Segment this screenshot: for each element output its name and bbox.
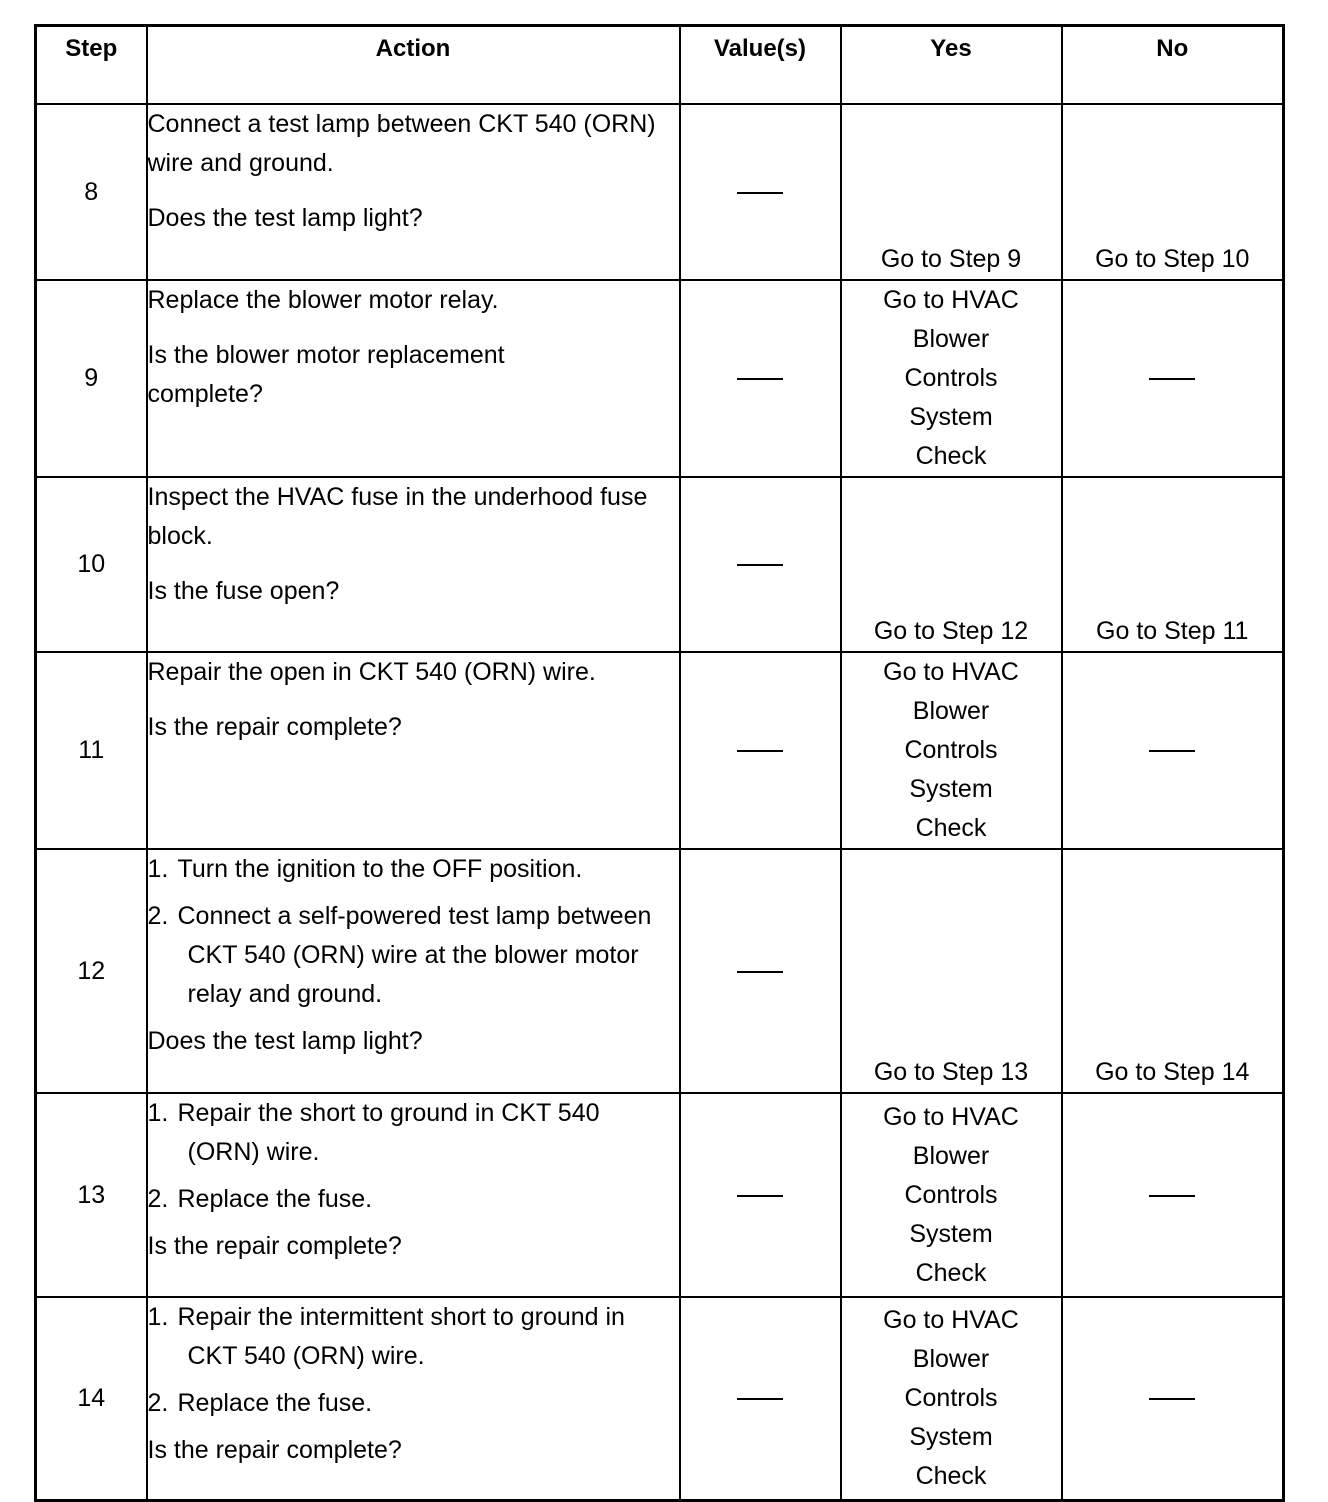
no-cell: Go to Step 11 <box>1062 477 1284 652</box>
header-step: Step <box>36 26 147 105</box>
action-cell <box>147 1297 680 1500</box>
action-cell <box>147 1093 680 1297</box>
empty-value-dash <box>737 192 783 194</box>
action-item: 1. Turn the ignition to the OFF position. <box>147 855 583 883</box>
step-number: 9 <box>36 280 147 477</box>
table-row-step-14 <box>36 1297 1284 1500</box>
yes-cell: Go to HVAC Blower Controls System Check <box>841 652 1062 849</box>
diagnostic-table <box>34 24 1285 1502</box>
action-item: 2. Connect a self-powered test lamp between CKT 540 (ORN) wire at the blower motor relay and ground. <box>147 902 652 1008</box>
action-text: Connect a test lamp between CKT 540 (ORN) wire and ground. <box>147 110 656 177</box>
step-number: 10 <box>36 477 147 652</box>
yes-cell: Go to Step 13 <box>841 849 1062 1093</box>
action-question: Does the test lamp light? <box>147 204 423 232</box>
empty-value-dash <box>737 564 783 566</box>
action-cell <box>147 477 680 652</box>
header-action: Action <box>147 26 680 105</box>
empty-value-dash <box>1149 1195 1195 1197</box>
table-row-step-8 <box>36 104 1284 280</box>
yes-cell: Go to Step 9 <box>841 104 1062 280</box>
no-cell <box>1062 652 1284 849</box>
no-cell <box>1062 1093 1284 1297</box>
no-cell <box>1062 280 1284 477</box>
action-cell <box>147 280 680 477</box>
action-item: 2. Replace the fuse. <box>147 1389 373 1417</box>
action-cell <box>147 104 680 280</box>
action-item: 2. Replace the fuse. <box>147 1185 373 1213</box>
value-cell <box>680 280 841 477</box>
action-item: 1. Repair the short to ground in CKT 540 (ORN) wire. <box>147 1099 600 1166</box>
empty-value-dash <box>1149 1398 1195 1400</box>
table-row-step-12 <box>36 849 1284 1093</box>
empty-value-dash <box>737 1398 783 1400</box>
action-question: Is the fuse open? <box>147 577 340 605</box>
value-cell <box>680 652 841 849</box>
value-cell <box>680 1297 841 1500</box>
empty-value-dash <box>1149 378 1195 380</box>
header-row <box>36 26 1284 105</box>
action-question: Is the repair complete? <box>147 713 402 741</box>
table-row-step-9 <box>36 280 1284 477</box>
action-question: Is the repair complete? <box>147 1436 402 1464</box>
empty-value-dash <box>737 378 783 380</box>
yes-cell: Go to HVAC Blower Controls System Check <box>841 1093 1062 1297</box>
step-number: 8 <box>36 104 147 280</box>
yes-cell: Go to Step 12 <box>841 477 1062 652</box>
step-number: 14 <box>36 1297 147 1500</box>
step-number: 13 <box>36 1093 147 1297</box>
table-row-step-13 <box>36 1093 1284 1297</box>
table-row-step-10 <box>36 477 1284 652</box>
value-cell <box>680 849 841 1093</box>
header-no: No <box>1062 26 1284 105</box>
value-cell <box>680 477 841 652</box>
step-number: 11 <box>36 652 147 849</box>
action-cell <box>147 849 680 1093</box>
yes-cell: Go to HVAC Blower Controls System Check <box>841 1297 1062 1500</box>
empty-value-dash <box>737 971 783 973</box>
no-cell <box>1062 1297 1284 1500</box>
empty-value-dash <box>1149 750 1195 752</box>
action-text: Replace the blower motor relay. <box>147 286 499 314</box>
action-text: Repair the open in CKT 540 (ORN) wire. <box>147 658 596 686</box>
action-question: Is the repair complete? <box>147 1232 402 1260</box>
no-cell: Go to Step 14 <box>1062 849 1284 1093</box>
step-number: 12 <box>36 849 147 1093</box>
action-question: Does the test lamp light? <box>147 1027 423 1055</box>
table-row-step-11 <box>36 652 1284 849</box>
action-text: Inspect the HVAC fuse in the underhood fuse block. <box>147 483 648 550</box>
empty-value-dash <box>737 750 783 752</box>
no-cell: Go to Step 10 <box>1062 104 1284 280</box>
action-item: 1. Repair the intermittent short to ground in CKT 540 (ORN) wire. <box>147 1303 625 1370</box>
value-cell <box>680 104 841 280</box>
header-values: Value(s) <box>680 26 841 105</box>
value-cell <box>680 1093 841 1297</box>
action-question: Is the blower motor replacement complete? <box>147 341 505 408</box>
empty-value-dash <box>737 1195 783 1197</box>
yes-cell: Go to HVAC Blower Controls System Check <box>841 280 1062 477</box>
header-yes: Yes <box>841 26 1062 105</box>
action-cell <box>147 652 680 849</box>
